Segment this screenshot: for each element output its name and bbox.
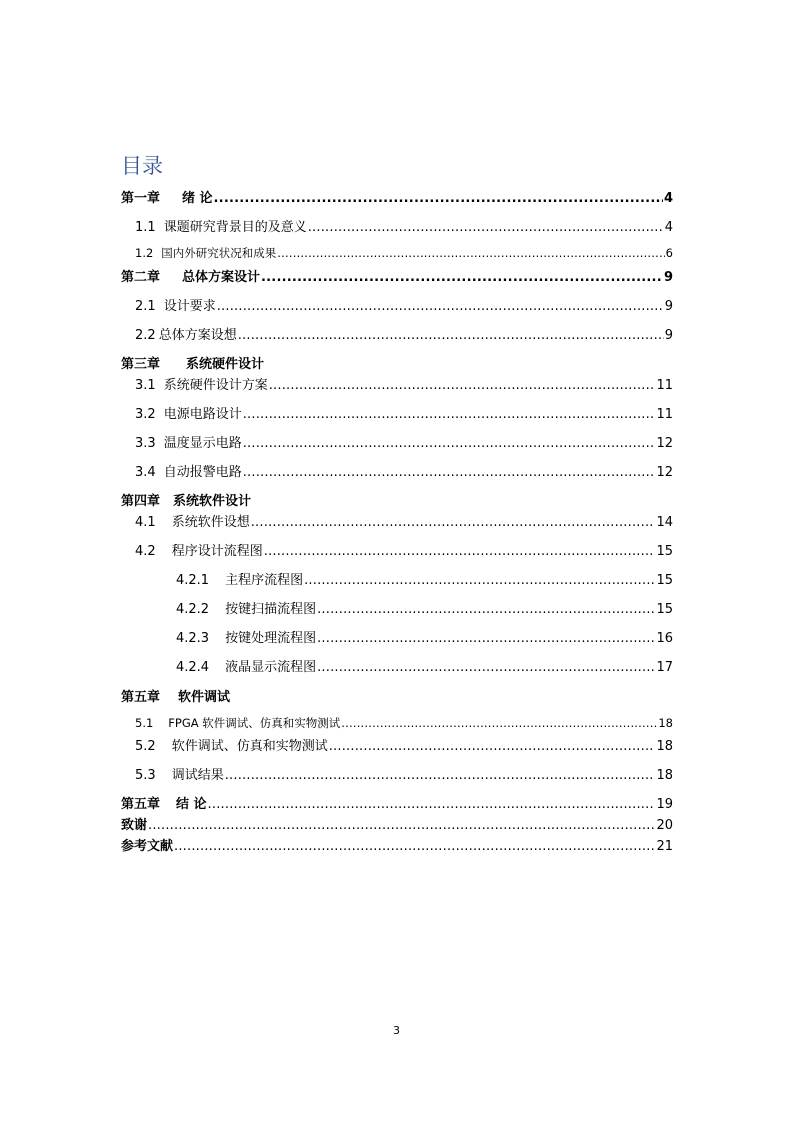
toc-leader-dots (264, 544, 656, 559)
toc-leader-dots (317, 631, 655, 646)
toc-leader-dots (208, 797, 656, 812)
toc-entry-label: 软件调试 (178, 690, 231, 705)
toc-leader-dots (217, 299, 664, 314)
toc-entry-3-1[interactable] (135, 374, 673, 393)
toc-entry-label: 液晶显示流程图 (225, 660, 317, 675)
toc-entry-number: 3.2 (135, 407, 156, 422)
toc-entry-number: 第二章 (121, 270, 161, 285)
toc-leader-dots (174, 839, 655, 854)
toc-entry-label: 温度显示电路 (163, 436, 242, 451)
toc-entry-chapter-1[interactable] (121, 187, 673, 206)
toc-entry-acknowledgements[interactable] (121, 814, 673, 833)
toc-entry-page: 19 (656, 797, 673, 812)
toc-entry-label: 课题研究背景目的及意义 (163, 220, 307, 235)
toc-leader-dots (308, 220, 664, 235)
toc-leader-dots (243, 436, 656, 451)
toc-entry-number: 4.2.2 (176, 602, 210, 617)
toc-entry-label: 按键处理流程图 (225, 631, 317, 646)
toc-leader-dots (277, 246, 664, 260)
toc-entry-page: 11 (656, 378, 673, 393)
toc-leader-dots (269, 378, 656, 393)
toc-entry-page: 12 (656, 436, 673, 451)
toc-leader-dots (214, 191, 663, 206)
toc-entry-number: 4.2 (135, 544, 156, 559)
toc-entry-label: 系统软件设想 (171, 515, 250, 530)
toc-entry-1-1[interactable] (135, 216, 673, 235)
toc-entry-5-2[interactable] (135, 735, 673, 754)
toc-entry-label: 主程序流程图 (225, 573, 304, 588)
toc-leader-dots (243, 407, 656, 422)
toc-entry-4-2-3[interactable] (176, 627, 673, 646)
toc-entry-number: 5.3 (135, 768, 156, 783)
toc-entry-label: FPGA 软件调试、仿真和实物测试 (168, 716, 341, 730)
toc-leader-dots (225, 768, 656, 783)
toc-entry-number: 1.2 (135, 246, 154, 260)
toc-entry-conclusion[interactable] (121, 793, 673, 812)
toc-entry-page: 18 (656, 739, 673, 754)
toc-entry-label: 系统软件设计 (173, 494, 252, 509)
toc-entry-page: 9 (663, 270, 673, 285)
toc-leader-dots (317, 602, 655, 617)
toc-entry-number: 2.1 (135, 299, 156, 314)
toc-leader-dots (243, 465, 656, 480)
toc-entry-label: 总体方案设想 (158, 328, 237, 343)
toc-entry-number: 2.2 (135, 328, 156, 343)
toc-entry-number: 1.1 (135, 220, 156, 235)
toc-entry-3-3[interactable] (135, 432, 673, 451)
toc-entry-page: 4 (664, 220, 673, 235)
toc-entry-label: 电源电路设计 (163, 407, 242, 422)
toc-entry-number: 3.3 (135, 436, 156, 451)
toc-entry-references[interactable] (121, 835, 673, 854)
toc-entry-page: 14 (656, 515, 673, 530)
toc-entry-4-2[interactable] (135, 540, 673, 559)
toc-entry-page: 20 (656, 818, 673, 833)
toc-entry-number: 4.2.3 (176, 631, 210, 646)
toc-entry-label: 系统硬件设计 (186, 357, 265, 372)
toc-entry-label: 按键扫描流程图 (225, 602, 317, 617)
toc-entry-page: 16 (656, 631, 673, 646)
toc-entry-4-2-1[interactable] (176, 569, 673, 588)
toc-leader-dots (148, 818, 655, 833)
toc-leader-dots (304, 573, 655, 588)
toc-entry-3-2[interactable] (135, 403, 673, 422)
toc-entry-label: 绪 论 (182, 191, 213, 206)
toc-entry-number: 5.1 (135, 716, 154, 730)
toc-entry-2-2[interactable] (135, 324, 673, 343)
toc-entry-number: 4.1 (135, 515, 156, 530)
toc-entry-page: 15 (656, 602, 673, 617)
toc-entry-page: 9 (664, 299, 673, 314)
toc-entry-page: 12 (656, 465, 673, 480)
toc-entry-chapter-5[interactable] (121, 686, 230, 705)
toc-leader-dots (251, 515, 656, 530)
toc-entry-3-4[interactable] (135, 461, 673, 480)
toc-entry-number: 3.1 (135, 378, 156, 393)
toc-entry-page: 9 (664, 328, 673, 343)
toc-leader-dots (261, 270, 663, 285)
toc-leader-dots (317, 660, 655, 675)
toc-entry-page: 17 (656, 660, 673, 675)
toc-entry-number: 第一章 (121, 191, 161, 206)
toc-entry-label: 程序设计流程图 (171, 544, 263, 559)
toc-entry-label: 结 论 (176, 797, 207, 812)
toc-entry-chapter-3[interactable] (121, 353, 264, 372)
toc-entry-label: 总体方案设计 (182, 270, 261, 285)
toc-entry-number: 4.2.4 (176, 660, 210, 675)
toc-entry-page: 15 (656, 544, 673, 559)
toc-entry-page: 6 (665, 246, 673, 260)
toc-entry-page: 11 (656, 407, 673, 422)
toc-entry-number: 第三章 (121, 357, 161, 372)
toc-entry-label: 致谢 (121, 818, 148, 833)
toc-entry-1-2[interactable] (135, 245, 673, 261)
toc-entry-number: 第五章 (121, 797, 161, 812)
toc-entry-page: 4 (663, 191, 673, 206)
toc-entry-chapter-2[interactable] (121, 266, 673, 285)
toc-title: 目录 (121, 154, 163, 178)
toc-entry-number: 第五章 (121, 690, 161, 705)
toc-entry-number: 第四章 (121, 494, 161, 509)
toc-entry-label: 设计要求 (163, 299, 216, 314)
toc-entry-chapter-4[interactable] (121, 490, 251, 509)
toc-entry-5-1[interactable] (135, 715, 673, 731)
toc-entry-label: 调试结果 (171, 768, 224, 783)
toc-entry-label: 参考文献 (121, 839, 174, 854)
toc-entry-number: 4.2.1 (176, 573, 210, 588)
toc-entry-number: 3.4 (135, 465, 156, 480)
toc-entry-page: 18 (656, 768, 673, 783)
toc-entry-4-2-4[interactable] (176, 656, 673, 675)
toc-leader-dots (238, 328, 664, 343)
toc-entry-page: 21 (656, 839, 673, 854)
page-number: 3 (393, 1024, 400, 1037)
toc-entry-label: 国内外研究状况和成果 (161, 246, 277, 260)
toc-leader-dots (341, 716, 657, 730)
toc-entry-page: 15 (656, 573, 673, 588)
toc-entry-label: 软件调试、仿真和实物测试 (171, 739, 328, 754)
toc-entry-4-2-2[interactable] (176, 598, 673, 617)
toc-entry-5-3[interactable] (135, 764, 673, 783)
toc-entry-page: 18 (658, 716, 673, 730)
toc-entry-number: 5.2 (135, 739, 156, 754)
toc-entry-4-1[interactable] (135, 511, 673, 530)
toc-entry-2-1[interactable] (135, 295, 673, 314)
toc-entry-label: 自动报警电路 (163, 465, 242, 480)
toc-leader-dots (329, 739, 656, 754)
toc-entry-label: 系统硬件设计方案 (163, 378, 268, 393)
